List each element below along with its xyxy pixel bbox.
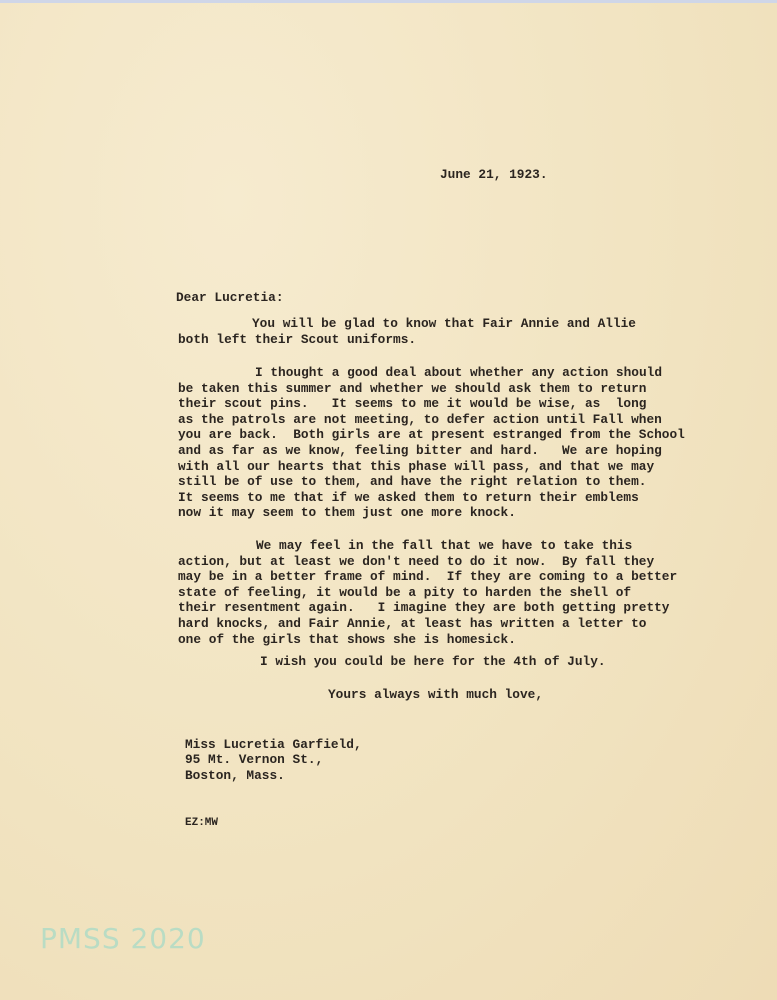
paragraph-3-line: action, but at least we don't need to do it now. By fall they: [178, 553, 655, 569]
paragraph-2-line: you are back. Both girls are at present estranged from the School: [178, 427, 685, 443]
paragraph-4-line: I wish you could be here for the 4th of July.: [260, 654, 606, 669]
paragraph-2-line: with all our hearts that this phase will pass, and that we may: [178, 458, 655, 474]
address-line: 95 Mt. Vernon St.,: [185, 752, 324, 767]
address-line: Miss Lucretia Garfield,: [185, 737, 362, 752]
paragraph-3-line: hard knocks, and Fair Annie, at least has written a letter to: [178, 616, 647, 631]
paragraph-1-line: You will be glad to know that Fair Annie and Allie: [252, 316, 636, 331]
watermark: PMSS 2020: [40, 922, 206, 955]
address-line: Boston, Mass.: [185, 768, 285, 783]
paragraph-2-line: still be of use to them, and have the right relation to them.: [178, 474, 647, 490]
paragraph-2-line: their scout pins. It seems to me it would be wise, as long: [178, 396, 647, 412]
paragraph-3-line: may be in a better frame of mind. If they are coming to a better: [178, 569, 678, 585]
paragraph-2-line: and as far as we know, feeling bitter and hard. We are hoping: [178, 443, 662, 458]
letter-date: June 21, 1923.: [440, 167, 548, 182]
paragraph-3-line: We may feel in the fall that we have to take this: [256, 538, 633, 553]
salutation: Dear Lucretia:: [176, 290, 284, 305]
paragraph-2-line: as the patrols are not meeting, to defer action until Fall when: [178, 411, 662, 427]
paragraph-1-line: both left their Scout uniforms.: [178, 331, 417, 347]
paragraph-2-line: It seems to me that if we asked them to return their emblems: [178, 489, 639, 505]
typist-initials: EZ:MW: [185, 817, 219, 829]
paragraph-3-line: their resentment again. I imagine they are both getting pretty: [178, 600, 670, 616]
scan-edge: [0, 0, 777, 3]
paragraph-2-line: I thought a good deal about whether any action should: [255, 365, 663, 380]
paragraph-3-line: state of feeling, it would be a pity to harden the shell of: [178, 584, 632, 600]
paragraph-3-line: one of the girls that shows she is homesick.: [178, 631, 516, 647]
paragraph-2-line: now it may seem to them just one more knock.: [178, 505, 516, 521]
paragraph-2-line: be taken this summer and whether we should ask them to return: [178, 380, 647, 396]
closing: Yours always with much love,: [328, 687, 544, 702]
